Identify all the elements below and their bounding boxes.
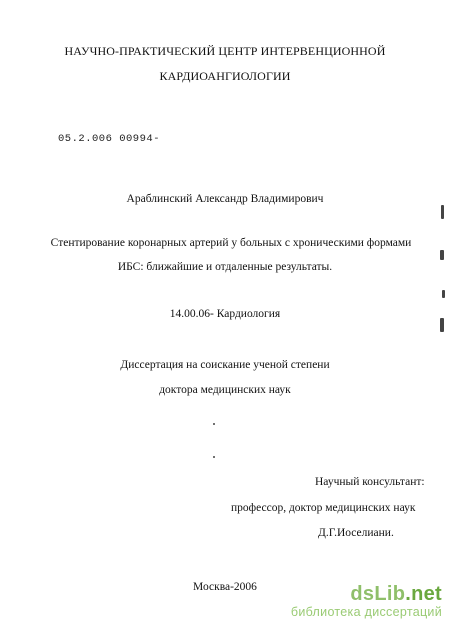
scan-speck <box>213 456 215 458</box>
archive-stamp: 05.2.006 00994- <box>58 133 161 145</box>
degree-line-2: доктора медицинских наук <box>159 384 291 396</box>
consultant-position: профессор, доктор медицинских наук <box>231 502 416 514</box>
dslib-watermark <box>291 583 442 619</box>
author-name: Араблинский Александр Владимирович <box>126 193 324 205</box>
dissertation-title-line-2: ИБС: ближайшие и отдаленные результаты. <box>117 261 333 273</box>
organization-line-2: КАРДИОАНГИОЛОГИИ <box>159 69 291 83</box>
dissertation-title-line-1: Стентирование коронарных артерий у больных с хроническими формами <box>50 237 412 249</box>
scan-speck <box>440 318 444 332</box>
degree-line-1: Диссертация на соискание ученой степени <box>120 359 330 371</box>
specialty-code: 14.00.06- Кардиология <box>169 308 281 320</box>
watermark-logo-tld: .net <box>405 583 442 605</box>
scan-speck <box>442 290 445 298</box>
scan-speck <box>213 423 215 425</box>
scan-speck <box>440 250 444 260</box>
consultant-name: Д.Г.Иоселиани. <box>318 527 394 539</box>
watermark-logo <box>291 583 442 605</box>
city-year: Москва-2006 <box>193 581 257 593</box>
scan-speck <box>441 205 444 219</box>
watermark-tagline: библиотека диссертаций <box>290 605 442 619</box>
organization-line-1: НАУЧНО-ПРАКТИЧЕСКИЙ ЦЕНТР ИНТЕРВЕНЦИОННОЙ <box>64 44 386 58</box>
consultant-label: Научный консультант: <box>315 476 425 488</box>
watermark-logo-main: dsLib <box>350 583 406 605</box>
